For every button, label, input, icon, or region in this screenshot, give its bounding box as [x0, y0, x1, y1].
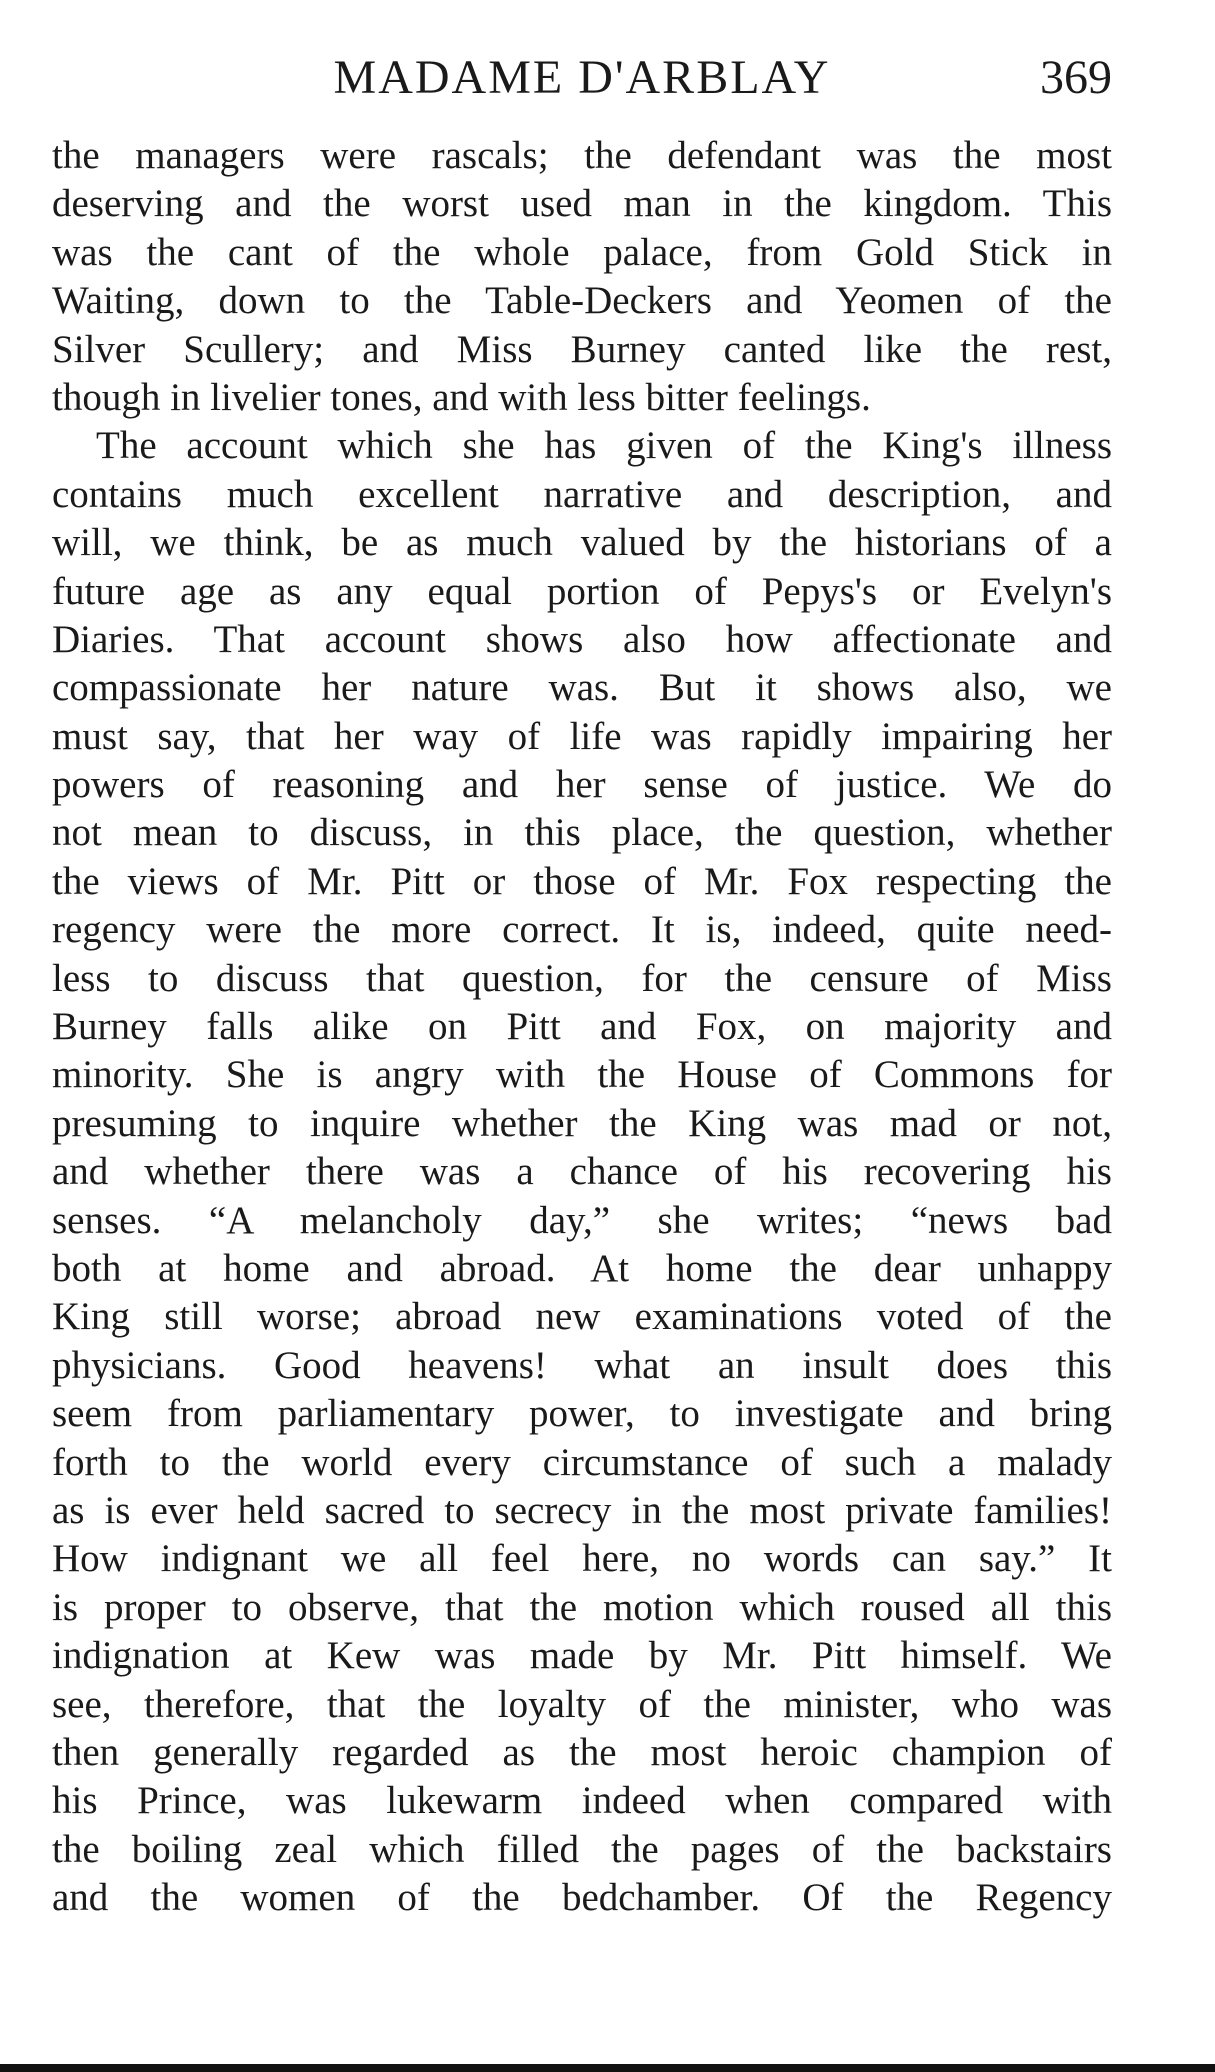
text-line: the views of Mr. Pitt or those of Mr. Fox respecting the	[52, 859, 1112, 903]
running-title: MADAME D'ARBLAY	[333, 51, 831, 104]
text-line: King still worse; abroad new examinations voted of the	[52, 1295, 1112, 1339]
text-line: less to discuss that question, for the censure of Miss	[52, 956, 1112, 1000]
text-line: indignation at Kew was made by Mr. Pitt himself. We	[52, 1634, 1112, 1678]
text-line: is proper to observe, that the motion which roused all this	[52, 1585, 1112, 1629]
running-head	[52, 48, 1112, 108]
text-line: physicians. Good heavens! what an insult does this	[52, 1343, 1112, 1387]
text-line: Burney falls alike on Pitt and Fox, on majority and	[52, 1005, 1112, 1049]
text-line: How indignant we all feel here, no words can say.” It	[52, 1537, 1112, 1581]
body-text	[52, 132, 1112, 1922]
text-line: Waiting, down to the Table-Deckers and Yeomen of the	[52, 279, 1112, 323]
text-line: future age as any equal portion of Pepys's or Evelyn's	[52, 569, 1112, 613]
text-line: senses. “A melancholy day,” she writes; “news bad	[52, 1198, 1112, 1242]
text-line: then generally regarded as the most heroic champion of	[52, 1730, 1112, 1774]
text-line: both at home and abroad. At home the dear unhappy	[52, 1246, 1112, 1290]
text-line: forth to the world every circumstance of such a malady	[52, 1440, 1112, 1484]
bottom-rule	[0, 2064, 1215, 2072]
paragraph	[52, 132, 1112, 422]
page-number: 369	[1040, 51, 1112, 104]
text-line: regency were the more correct. It is, indeed, quite need-	[52, 908, 1112, 952]
paragraph	[52, 422, 1112, 1922]
text-line: though in livelier tones, and with less bitter feelings.	[52, 375, 871, 419]
text-line: Silver Scullery; and Miss Burney canted like the rest,	[52, 327, 1112, 371]
text-line: and whether there was a chance of his recovering his	[52, 1150, 1112, 1194]
text-line: deserving and the worst used man in the kingdom. This	[52, 182, 1112, 226]
text-line: minority. She is angry with the House of Commons for	[52, 1053, 1112, 1097]
text-line: the managers were rascals; the defendant was the most	[52, 134, 1112, 177]
text-line: seem from parliamentary power, to investigate and bring	[52, 1392, 1112, 1436]
text-line: compassionate her nature was. But it shows also, we	[52, 666, 1112, 710]
text-line: The account which she has given of the King's illness	[96, 424, 1112, 468]
text-line: powers of reasoning and her sense of justice. We do	[52, 763, 1112, 807]
text-line: contains much excellent narrative and description, and	[52, 472, 1112, 516]
text-line: see, therefore, that the loyalty of the minister, who was	[52, 1682, 1112, 1726]
text-line: was the cant of the whole palace, from Gold Stick in	[52, 230, 1112, 274]
text-line: must say, that her way of life was rapidly impairing her	[52, 714, 1112, 758]
text-line: his Prince, was lukewarm indeed when compared with	[52, 1779, 1112, 1823]
text-line: not mean to discuss, in this place, the question, whether	[52, 811, 1112, 855]
text-line: and the women of the bedchamber. Of the Regency	[52, 1876, 1112, 1920]
text-line: will, we think, be as much valued by the historians of a	[52, 521, 1112, 565]
text-line: the boiling zeal which filled the pages of the backstairs	[52, 1827, 1112, 1871]
text-line: Diaries. That account shows also how affectionate and	[52, 617, 1112, 661]
text-line: presuming to inquire whether the King was mad or not,	[52, 1101, 1112, 1145]
text-line: as is ever held sacred to secrecy in the most private families!	[52, 1488, 1112, 1532]
